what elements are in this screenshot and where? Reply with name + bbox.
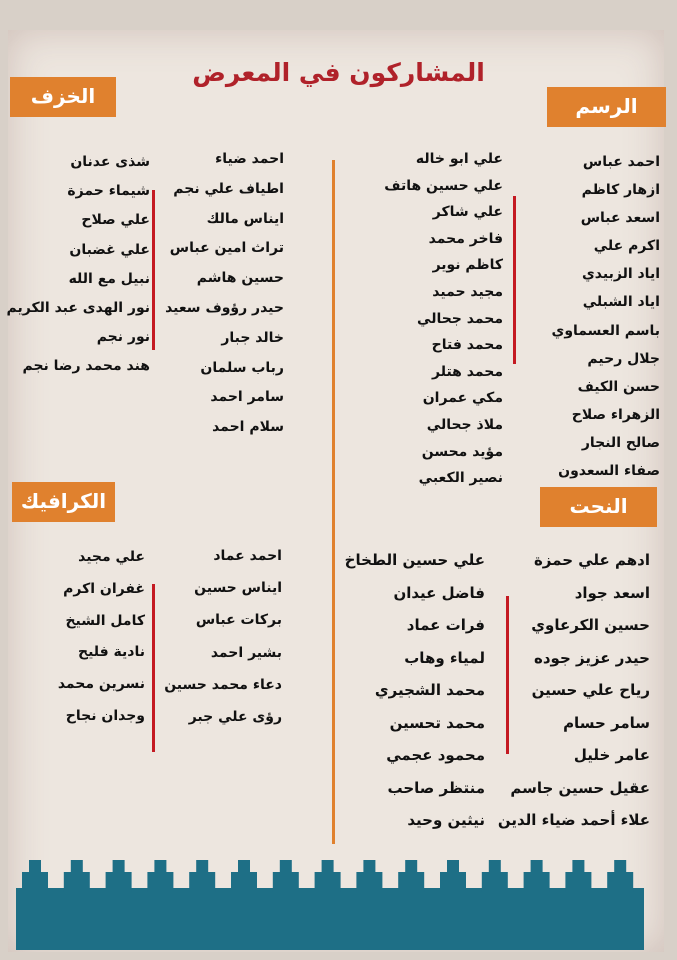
participant-name: نادية فليح (77, 644, 145, 661)
participant-name: صالح النجار (581, 434, 660, 451)
participant-name: دعاء محمد حسين (164, 676, 282, 693)
participant-name: فاضل عيدان (393, 583, 485, 602)
participant-name: تراث امين عباس (169, 240, 284, 257)
participant-name: محمد فتاح (431, 337, 503, 354)
participant-name: محمد الشجيري (374, 681, 485, 699)
participant-name: علي حسين الطخاخ (344, 551, 485, 569)
participant-name: خالد جبار (221, 329, 284, 346)
participant-name: حسين هاشم (196, 270, 284, 287)
poster-title: المشاركون في المعرض (192, 58, 485, 87)
drawing-names-col2 (384, 146, 503, 492)
participant-name: احمد عماد (213, 548, 282, 564)
ceramics-divider-line (152, 190, 155, 350)
participant-name: كامل الشيخ (65, 612, 145, 629)
participant-name: نسرين محمد (57, 676, 145, 693)
participant-name: رباب سلمان (200, 359, 284, 376)
participant-name: بشير احمد (210, 644, 282, 661)
participant-name: احمد ضياء (215, 151, 284, 167)
drawing-divider-line (513, 196, 516, 364)
participant-name: الزهراء صلاح (571, 406, 660, 423)
participant-name: محمد تحسين (389, 713, 485, 732)
participant-name: شذى عدنان (70, 154, 150, 170)
participant-name: ايناس حسين (194, 580, 282, 597)
participant-name: احمد عباس (582, 154, 660, 170)
participant-name: نور الهدى عبد الكريم (6, 300, 150, 317)
graphic-names-col1 (164, 540, 282, 733)
participant-name: اسعد عباس (580, 210, 660, 227)
section-tag-drawing: الرسم (547, 87, 666, 127)
participant-name: محمود عجمي (386, 746, 485, 764)
participant-name: عقيل حسين جاسم (510, 778, 650, 797)
participant-name: منتظر صاحب (387, 778, 485, 797)
participant-name: شيماء حمزة (67, 183, 150, 200)
participant-name: اسعد جواد (574, 583, 650, 602)
participant-name: محمد هتلر (432, 363, 503, 380)
participant-name: جلال رحيم (587, 350, 660, 367)
participant-name: سامر احمد (210, 389, 284, 406)
section-tag-ceramics: الخزف (10, 77, 116, 117)
ceramics-names-col1 (165, 145, 284, 443)
sculpture-divider-line (506, 596, 509, 754)
participant-name: حسين الكرعاوي (531, 616, 650, 634)
participant-name: ادهم علي حمزة (533, 551, 650, 569)
sculpture-names-col1 (498, 544, 650, 837)
participant-name: حسن الكيف (577, 378, 660, 395)
participant-name: نصير الكعبي (418, 470, 503, 487)
participant-name: علي مجيد (78, 549, 145, 565)
participant-name: رياح علي حسين (531, 681, 650, 699)
participant-name: علي غضبان (69, 241, 150, 258)
participant-name: بركات عباس (195, 612, 282, 629)
participant-name: كاظم نوير (432, 257, 503, 274)
section-tag-sculpture: النحت (540, 487, 657, 527)
ceramics-names-col2 (7, 148, 150, 382)
participant-name: ملاذ جحالي (426, 416, 503, 433)
participant-name: ايناس مالك (206, 210, 284, 227)
participant-name: اطياف علي نجم (173, 180, 284, 197)
participant-name: اكرم علي (593, 238, 660, 255)
participant-name: محمد جحالي (417, 310, 503, 327)
sculpture-names-col2 (345, 544, 485, 837)
participant-name: علي صلاح (81, 212, 150, 229)
participant-name: ازهار كاظم (581, 182, 660, 199)
participant-name: فاخر محمد (428, 230, 503, 247)
participant-name: عامر خليل (573, 746, 650, 764)
participant-name: صفاء السعدون (558, 463, 660, 480)
drawing-names-col1 (551, 148, 660, 485)
participant-name: وجدان نجاح (65, 707, 145, 724)
participant-name: غفران اكرم (63, 580, 145, 597)
center-divider-line (332, 160, 335, 844)
participant-name: علي ابو خاله (415, 151, 503, 167)
participant-name: مؤيد محسن (421, 443, 503, 460)
graphic-names-col2 (58, 542, 145, 733)
participant-name: لمياء وهاب (404, 648, 485, 667)
participant-name: مكي عمران (422, 390, 503, 407)
participant-name: نبيل مع الله (68, 270, 150, 287)
participant-name: رؤى علي جبر (188, 709, 282, 726)
participant-name: هند محمد رضا نجم (22, 358, 150, 375)
participant-name: مجيد حميد (432, 283, 503, 300)
participant-name: سلام احمد (212, 419, 284, 436)
participant-name: باسم العسماوي (551, 322, 660, 339)
participant-name: اياد الزبيدي (581, 266, 660, 283)
participant-name: نور نجم (96, 329, 150, 346)
participant-name: حيدر عزيز جوده (534, 648, 650, 667)
graphic-divider-line (152, 584, 155, 752)
participant-name: علي شاكر (432, 204, 503, 221)
participant-name: علاء أحمد ضياء الدين (497, 811, 650, 829)
participant-name: فرات عماد (406, 616, 485, 634)
participant-name: حيدر رؤوف سعيد (165, 299, 284, 316)
participant-name: علي حسين هاتف (384, 177, 503, 194)
participant-name: اياد الشبلي (582, 294, 660, 311)
decorative-bottom-border (16, 860, 644, 950)
participant-name: سامر حسام (563, 713, 650, 732)
participant-name: نيثين وحيد (407, 811, 485, 829)
section-tag-graphic: الكرافيك (12, 482, 115, 522)
